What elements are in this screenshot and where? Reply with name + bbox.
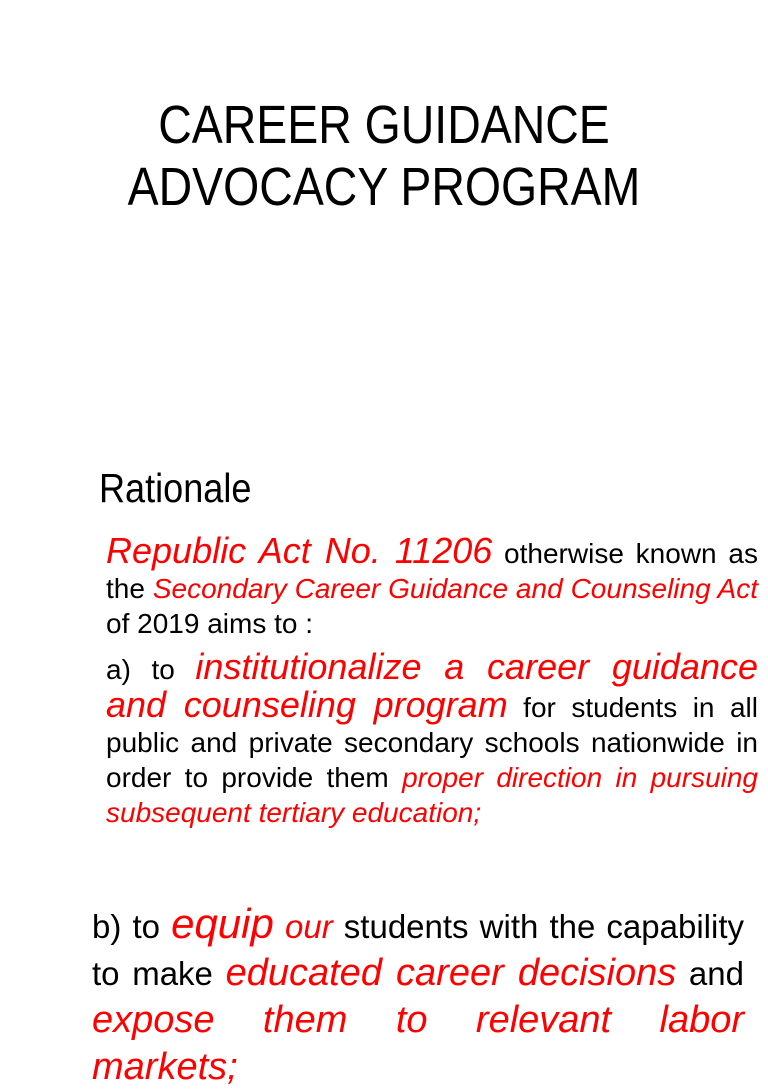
act-title: Secondary Career Guidance and Counseling Act bbox=[152, 573, 759, 604]
paragraph-aim-b bbox=[92, 900, 744, 1091]
para2-emphasis-direction: proper direction in pursuing subsequent tertiary education; bbox=[106, 762, 759, 828]
para3-emphasis-expose: expose them to relevant labor markets; bbox=[92, 999, 744, 1088]
para3-emphasis-our: our bbox=[284, 908, 333, 945]
para3-emphasis-decisions: educated career decisions bbox=[225, 952, 677, 994]
para2-emphasis-institutionalize: institutionalize a career guidance and counseling program bbox=[106, 646, 758, 725]
section-heading: Rationale bbox=[99, 465, 252, 511]
para3-emphasis-equip: equip bbox=[171, 900, 274, 947]
para1-text-1: otherwise known as the bbox=[106, 538, 758, 604]
para3-prefix: b) to bbox=[92, 908, 172, 945]
para2-text-1: for students in all public and private secondary schools nationwide in order to provide them bbox=[106, 692, 758, 793]
slide-title bbox=[54, 94, 714, 218]
title-line-2: ADVOCACY PROGRAM bbox=[127, 157, 641, 217]
para3-text-2: and bbox=[676, 955, 744, 992]
paragraph-act-intro bbox=[106, 530, 759, 641]
act-name: Republic Act No. 11206 bbox=[106, 530, 493, 571]
para1-text-2: of 2019 aims to : bbox=[106, 608, 314, 639]
para2-prefix: a) to bbox=[106, 654, 196, 685]
para3-space bbox=[274, 908, 285, 945]
para3-text-1: students with the capability to make bbox=[92, 908, 745, 992]
paragraph-aim-a bbox=[106, 646, 759, 830]
title-line-1: CAREER GUIDANCE bbox=[158, 95, 610, 155]
